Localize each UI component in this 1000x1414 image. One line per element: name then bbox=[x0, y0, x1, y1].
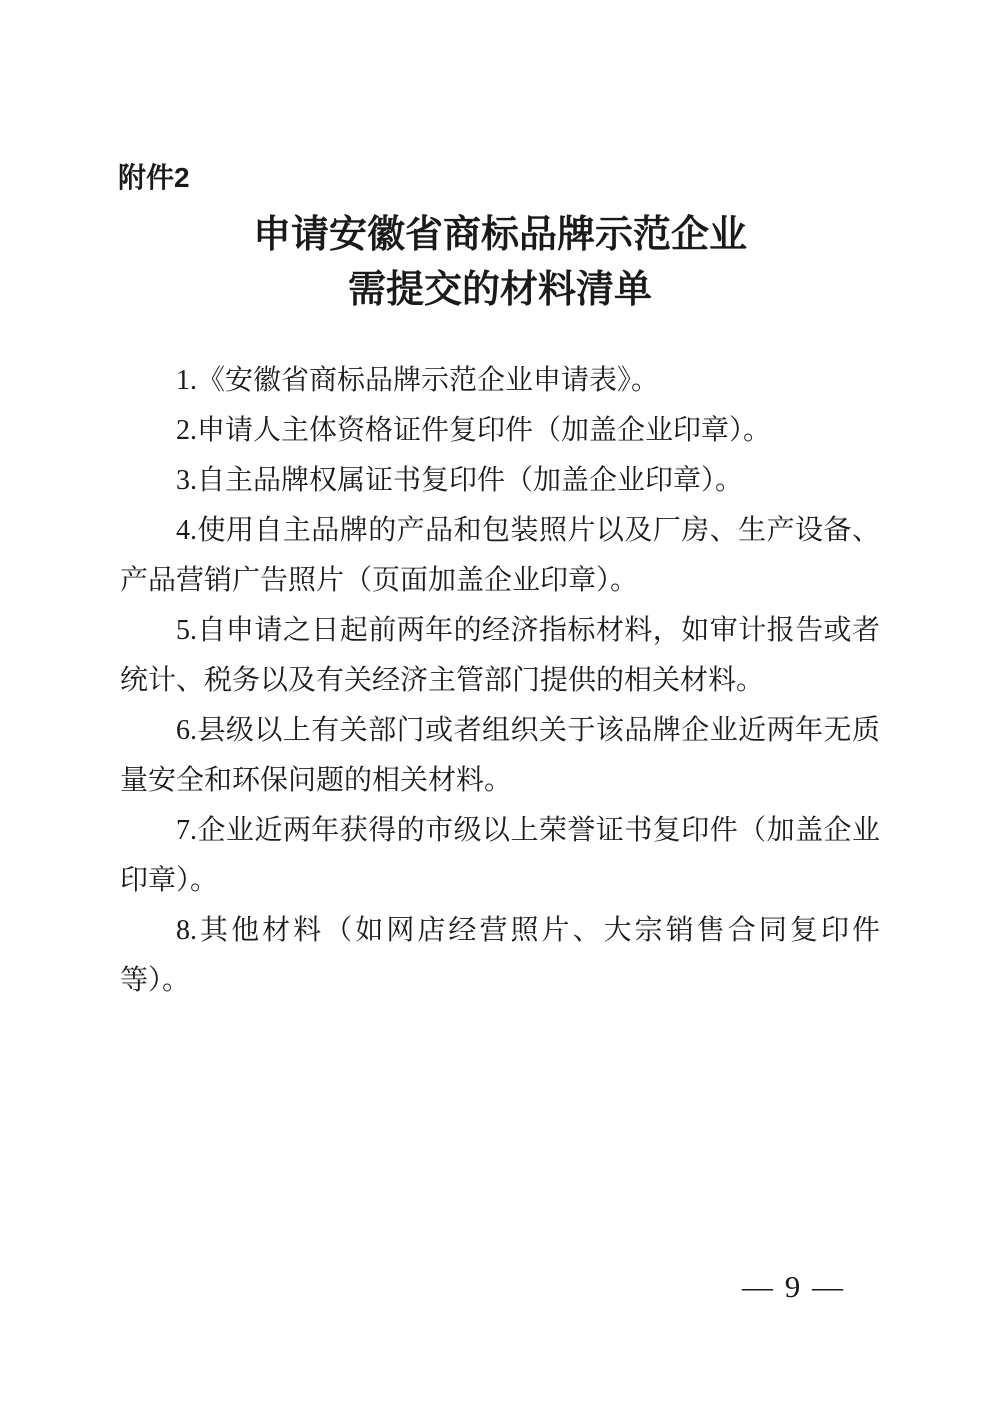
attachment-label: 附件2 bbox=[118, 162, 190, 193]
document-title bbox=[120, 208, 880, 318]
list-item-7: 7.企业近两年获得的市级以上荣誉证书复印件（加盖企业印章）。 bbox=[120, 815, 880, 896]
list-item-2: 2.申请人主体资格证件复印件（加盖企业印章）。 bbox=[176, 415, 772, 446]
list-item-5: 5.自申请之日起前两年的经济指标材料，如审计报告或者统计、税务以及有关经济主管部门提供的相关材料。 bbox=[120, 615, 880, 696]
list-item-4: 4.使用自主品牌的产品和包装照片以及厂房、生产设备、产品营销广告照片（页面加盖企业印章）。 bbox=[120, 515, 880, 596]
document-title-line-1: 申请安徽省商标品牌示范企业 bbox=[252, 214, 747, 256]
materials-list bbox=[120, 356, 880, 1006]
list-item-6: 6.县级以上有关部门或者组织关于该品牌企业近两年无质量安全和环保问题的相关材料。 bbox=[120, 715, 880, 796]
document-title-line-2: 需提交的材料清单 bbox=[347, 269, 652, 311]
list-item-1: 1.《安徽省商标品牌示范企业申请表》。 bbox=[176, 365, 660, 396]
list-item-3: 3.自主品牌权属证书复印件（加盖企业印章）。 bbox=[176, 465, 744, 496]
list-item-8: 8.其他材料（如网店经营照片、大宗销售合同复印件等）。 bbox=[120, 915, 880, 996]
page-number: — 9 — bbox=[742, 1269, 845, 1304]
